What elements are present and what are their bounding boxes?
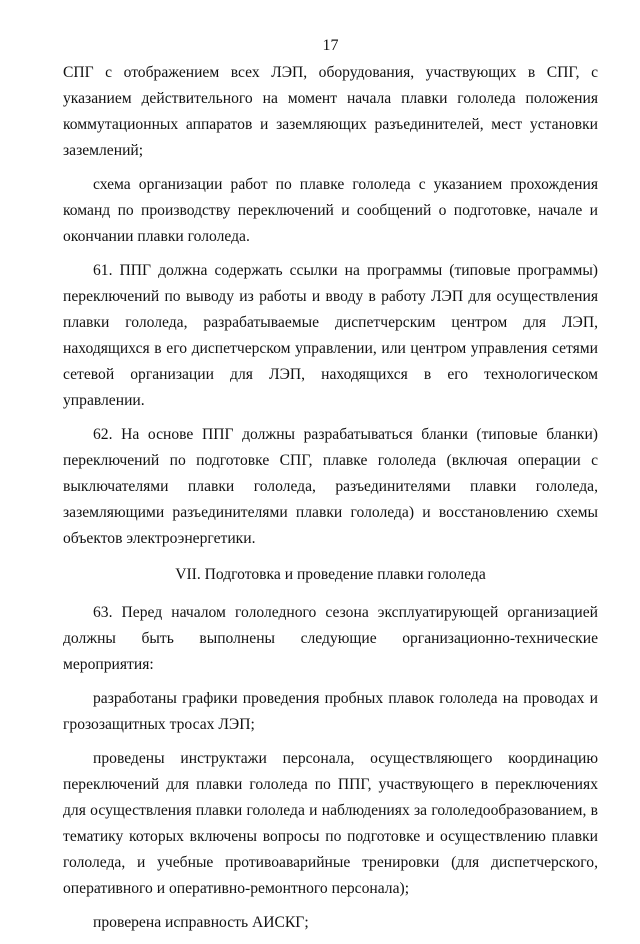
- document-page: [63, 36, 598, 944]
- paragraph-aiskg-check: проверена исправность АИСКГ;: [93, 914, 309, 931]
- paragraph-item-63: 63. Перед началом гололедного сезона эксплуатирующей организацией должны быть выполнены следующие организационно-технические мероприятия:: [63, 604, 598, 673]
- paragraph-item-61: 61. ППГ должна содержать ссылки на программы (типовые программы) переключений по выводу из работы и вводу в работу ЛЭП для осуществления плавки гололеда, разрабатываемые диспетчерским центром для ЛЭП, находящихся в его диспетчерском управлении, или центром управления сетями сетевой организации для ЛЭП, находящихся в его технологическом управлении.: [63, 262, 598, 409]
- paragraph-trial-schedules: разработаны графики проведения пробных плавок гололеда на проводах и грозозащитных тросах ЛЭП;: [63, 690, 598, 733]
- paragraph-work-scheme: схема организации работ по плавке гололеда с указанием прохождения команд по производству переключений и сообщений о подготовке, начале и окончании плавки гололеда.: [63, 176, 598, 245]
- paragraph-item-62: 62. На основе ППГ должны разрабатываться бланки (типовые бланки) переключений по подготовке СПГ, плавке гололеда (включая операции с выключателями плавки гололеда, разъединителями плавки гололеда, заземляющими разъединителями плавки гололеда) и восстановлению схемы объектов электроэнергетики.: [63, 426, 598, 547]
- paragraph-briefings: проведены инструктажи персонала, осуществляющего координацию переключений для плавки гололеда по ППГ, участвующего в переключениях для осуществления плавки гололеда и наблюдениях за гололедообразованием, в тематику которых включены вопросы по подготовке и осуществлению плавки гололеда, и учебные противоаварийные тренировки (для диспетчерского, оперативного и оперативно-ремонтного персонала);: [63, 750, 598, 897]
- page-number: 17: [322, 37, 339, 54]
- section-heading: VII. Подготовка и проведение плавки гололеда: [175, 566, 486, 583]
- paragraph-spg-display: СПГ с отображением всех ЛЭП, оборудования, участвующих в СПГ, с указанием действительного на момент начала плавки гололеда положения коммутационных аппаратов и заземляющих разъединителей, мест установки заземлений;: [63, 64, 598, 159]
